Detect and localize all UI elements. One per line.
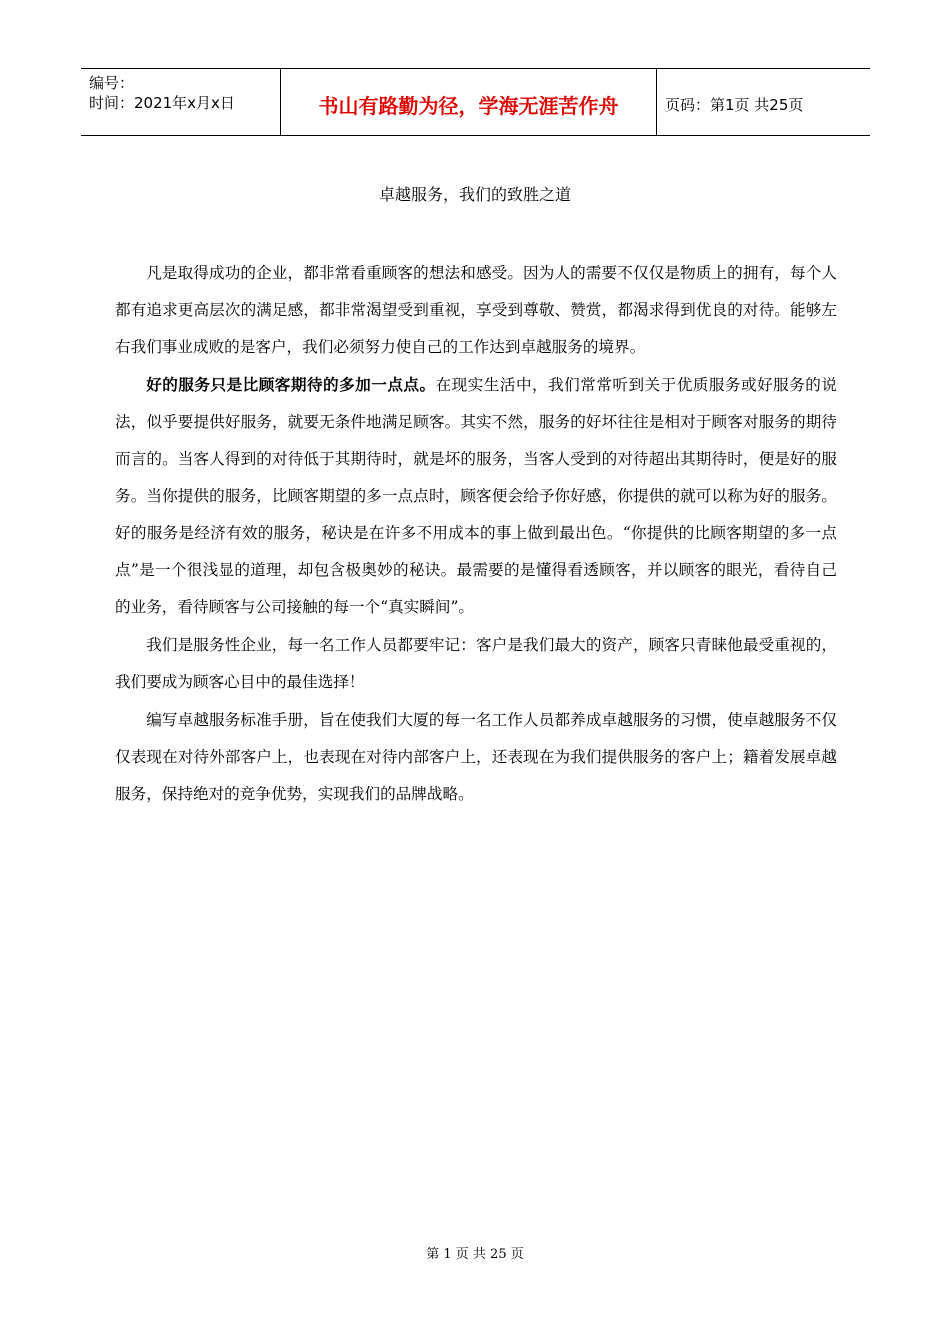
page-footer: 第 1 页 共 25 页 (426, 1247, 524, 1262)
document-date-label: 时间：2021年x月x日 (89, 94, 235, 112)
header-motto: 书山有路勤为径，学海无涯苦作舟 (281, 69, 657, 135)
paragraph-3-text: 我们是服务性企业，每一名工作人员都要牢记：客户是我们最大的资产，顾客只青睐他最受重视的，我们要成为顾客心目中的最佳选择！ (115, 636, 837, 691)
paragraph-3 (115, 626, 837, 701)
paragraph-1-text: 凡是取得成功的企业，都非常看重顾客的想法和感受。因为人的需要不仅仅是物质上的拥有，每个人都有追求更高层次的满足感，都非常渴望受到重视，享受到尊敬、赞赏，都渴求得到优良的对待。能够左右我们事业成败的是客户，我们必须努力使自己的工作达到卓越服务的境界。 (115, 264, 837, 356)
paragraph-2 (115, 366, 837, 626)
paragraph-2-text: 在现实生活中，我们常常听到关于优质服务或好服务的说法，似乎要提供好服务，就要无条件地满足顾客。其实不然，服务的好坏往往是相对于顾客对服务的期待而言的。当客人得到的对待低于其期待时，就是坏的服务，当客人受到的对待超出其期待时，便是好的服务。当你提供的服务，比顾客期望的多一点点时，顾客便会给予你好感，你提供的就可以称为好的服务。好的服务是经济有效的服务，秘诀是在许多不用成本的事上做到最出色。“你提供的比顾客期望的多一点点”是一个很浅显的道理，却包含极奥妙的秘诀。最需要的是懂得看透顾客，并以顾客的眼光，看待自己的业务，看待顾客与公司接触的每一个“真实瞬间”。 (115, 376, 837, 616)
header-page-info: 页码：第1页 共25页 (665, 95, 804, 114)
paragraph-4-text: 编写卓越服务标准手册，旨在使我们大厦的每一名工作人员都养成卓越服务的习惯，使卓越服务不仅仅表现在对待外部客户上，也表现在对待内部客户上，还表现在为我们提供服务的客户上；籍着发展卓越服务，保持绝对的竞争优势，实现我们的品牌战略。 (115, 711, 837, 803)
document-number-label: 编号： (89, 74, 135, 92)
header-meta-cell (81, 69, 281, 135)
paragraph-1 (115, 254, 837, 366)
header-table (81, 68, 870, 136)
document-body (115, 254, 837, 813)
document-title: 卓越服务，我们的致胜之道 (378, 185, 571, 204)
paragraph-4 (115, 701, 837, 813)
paragraph-2-bold: 好的服务只是比顾客期待的多加一点点。 (146, 375, 436, 394)
